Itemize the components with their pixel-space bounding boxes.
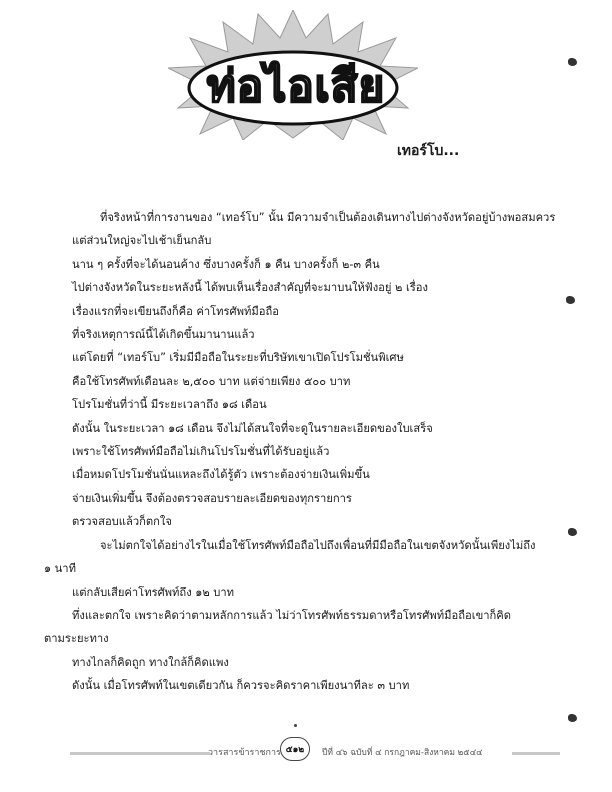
footer-rule-left xyxy=(70,752,210,755)
body-line: นาน ๆ ครั้งที่จะได้นอนค้าง ซึ่งบางครั้งก็ ๑ คืน บางครั้งก็ ๒-๓ คืน xyxy=(72,257,380,271)
page-number: ๕๑๒ xyxy=(280,737,310,761)
body-line: ๑ นาที xyxy=(44,562,76,576)
footer-magazine-name: วารสารข้าราชการ xyxy=(208,748,281,758)
body-line: ทางไกลก็คิดถูก ทางใกล้ก็คิดแพง xyxy=(72,655,229,669)
article-title: ท่อไอเสีย xyxy=(206,61,386,112)
body-line: แต่โดยที่ “เทอร์โบ” เริ่มมีมือถือในระยะที่บริษัทเขาเปิดโปรโมชั่นพิเศษ xyxy=(72,351,404,365)
margin-smudge xyxy=(566,296,575,304)
body-line: ตามระยะทาง xyxy=(44,632,109,646)
article-body xyxy=(44,206,558,698)
body-line: ตรวจสอบแล้วก็ตกใจ xyxy=(72,515,172,529)
margin-smudge xyxy=(568,714,577,722)
footer-issue: ปีที่ ๔๖ ฉบับที่ ๔ กรกฎาคม-สิงหาคม ๒๕๔๔ xyxy=(322,748,483,758)
footer-rule-right xyxy=(512,752,560,755)
body-line: ดังนั้น ในระยะเวลา ๑๘ เดือน จึงไม่ได้สนใจที่จะดูในรายละเอียดของใบเสร็จ xyxy=(72,421,433,435)
footer-dot xyxy=(294,724,297,727)
body-line: จะไม่ตกใจได้อย่างไรในเมื่อใช้โทรศัพท์มือถือไปถึงเพื่อนที่มีมือถือในเขตจังหวัดนั้นเพียงไม่ถึง xyxy=(100,538,536,552)
body-line: ที่จริงหน้าที่การงานของ “เทอร์โบ” นั้น มีความจำเป็นต้องเดินทางไปต่างจังหวัดอยู่บ้างพอสมควร xyxy=(100,211,556,224)
body-line: โปรโมชั่นที่ว่านี้ มีระยะเวลาถึง ๑๘ เดือน xyxy=(72,398,267,412)
body-line: เมื่อหมดโปรโมชั่นนั่นแหละถึงได้รู้ตัว เพราะต้องจ่ายเงินเพิ่มขึ้น xyxy=(72,468,370,482)
body-line: เรื่องแรกที่จะเขียนถึงก็คือ ค่าโทรศัพท์มือถือ xyxy=(72,304,279,318)
body-line: คือใช้โทรศัพท์เดือนละ ๒,๕๐๐ บาท แต่จ่ายเพียง ๕๐๐ บาท xyxy=(72,374,351,388)
margin-smudge xyxy=(568,528,577,536)
body-line: ไปต่างจังหวัดในระยะหลังนี้ ได้พบเห็นเรื่องสำคัญที่จะมาบนให้ฟังอยู่ ๒ เรื่อง xyxy=(72,281,428,295)
author-byline: เทอร์โบ... xyxy=(397,143,460,159)
title-container xyxy=(190,50,402,126)
body-line: แต่กลับเสียค่าโทรศัพท์ถึง ๑๒ บาท xyxy=(72,585,235,599)
page-footer xyxy=(60,733,560,763)
body-line: ดังนั้น เมื่อโทรศัพท์ในเขตเดียวกัน ก็ควรจะคิดราคาเพียงนาทีละ ๓ บาท xyxy=(72,679,410,693)
body-line: จ่ายเงินเพิ่มขึ้น จึงต้องตรวจสอบรายละเอียดของทุกรายการ xyxy=(72,491,352,505)
margin-smudge xyxy=(568,58,577,66)
body-line: ทึ่งและตกใจ เพราะคิดว่าตามหลักการแล้ว ไม่ว่าโทรศัพท์ธรรมดาหรือโทรศัพท์มือถือเขาก็คิด xyxy=(72,608,512,622)
body-line: เพราะใช้โทรศัพท์มือถือไม่เกินโปรโมชั่นที่ได้รับอยู่แล้ว xyxy=(72,445,330,459)
body-line: แต่ส่วนใหญ่จะไปเช้าเย็นกลับ xyxy=(72,234,212,248)
body-line: ที่จริงเหตุการณ์นี้ได้เกิดขึ้นมานานแล้ว xyxy=(72,328,255,342)
